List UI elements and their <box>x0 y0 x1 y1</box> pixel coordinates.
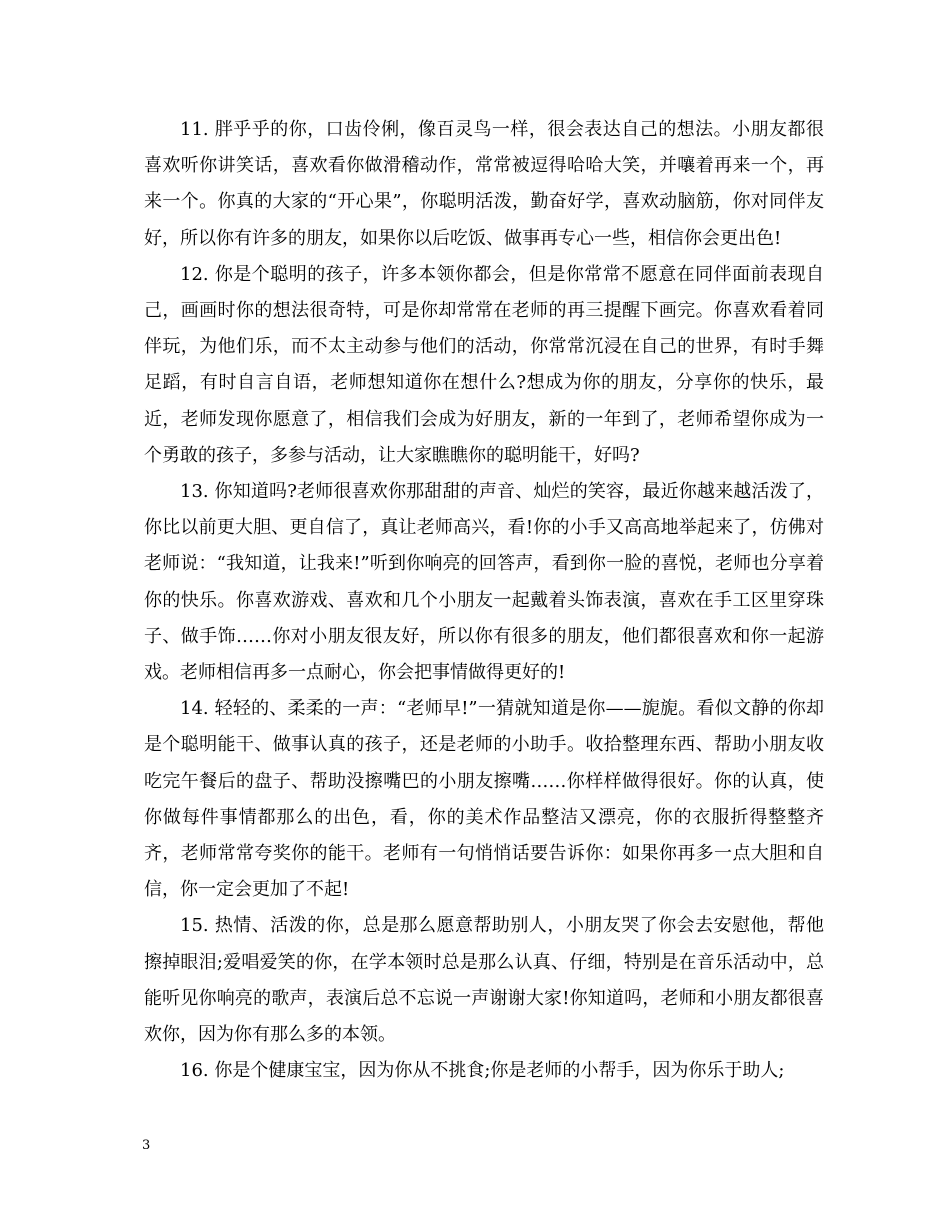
paragraph-11: 11. 胖乎乎的你，口齿伶俐，像百灵鸟一样，很会表达自己的想法。小朋友都很喜欢听你讲笑话，喜欢看你做滑稽动作，常常被逗得哈哈大笑，并嚷着再来一个，再来一个。你真的大家的“开心果”，你聪明活泼，勤奋好学，喜欢动脑筋，你对同伴友好，所以你有许多的朋友，如果你以后吃饭、做事再专心一些，相信你会更出色! <box>144 119 824 249</box>
paragraph-14: 14. 轻轻的、柔柔的一声：“老师早!”一猜就知道是你——旎旎。看似文静的你却是个聪明能干、做事认真的孩子，还是老师的小助手。收拾整理东西、帮助小朋友收吃完午餐后的盘子、帮助没擦嘴巴的小朋友擦嘴……你样样做得很好。你的认真，使你做每件事情都那么的出色，看，你的美术作品整洁又漂亮，你的衣服折得整整齐齐，老师常常夸奖你的能干。老师有一句悄悄话要告诉你：如果你再多一点大胆和自信，你一定会更加了不起! <box>144 698 824 901</box>
paragraph-15: 15. 热情、活泼的你，总是那么愿意帮助别人，小朋友哭了你会去安慰他，帮他擦掉眼泪;爱唱爱笑的你，在学本领时总是那么认真、仔细，特别是在音乐活动中，总能听见你响亮的歌声，表演后总不忘说一声谢谢大家!你知道吗，老师和小朋友都很喜欢你，因为你有那么多的本领。 <box>144 915 824 1046</box>
page-number: 3 <box>142 1138 151 1153</box>
document-body <box>144 112 824 1089</box>
paragraph-16: 16. 你是个健康宝宝，因为你从不挑食;你是老师的小帮手，因为你乐于助人; <box>180 1060 785 1082</box>
paragraph-12: 12. 你是个聪明的孩子，许多本领你都会，但是你常常不愿意在同伴面前表现自己，画画时你的想法很奇特，可是你却常常在老师的再三提醒下画完。你喜欢看着同伴玩，为他们乐，而不太主动参与他们的活动，你常常沉浸在自己的世界，有时手舞足蹈，有时自言自语，老师想知道你在想什么?想成为你的朋友，分享你的快乐，最近，老师发现你愿意了，相信我们会成为好朋友，新的一年到了，老师希望你成为一个勇敢的孩子，多参与活动，让大家瞧瞧你的聪明能干，好吗? <box>144 263 824 466</box>
paragraph-13: 13. 你知道吗?老师很喜欢你那甜甜的声音、灿烂的笑容，最近你越来越活泼了，你比以前更大胆、更自信了，真让老师高兴，看!你的小手又高高地举起来了，仿佛对老师说：“我知道，让我来!”听到你响亮的回答声，看到你一脸的喜悦，老师也分享着你的快乐。你喜欢游戏、喜欢和几个小朋友一起戴着头饰表演，喜欢在手工区里穿珠子、做手饰……你对小朋友很友好，所以你有很多的朋友，他们都很喜欢和你一起游戏。老师相信再多一点耐心，你会把事情做得更好的! <box>144 481 824 684</box>
